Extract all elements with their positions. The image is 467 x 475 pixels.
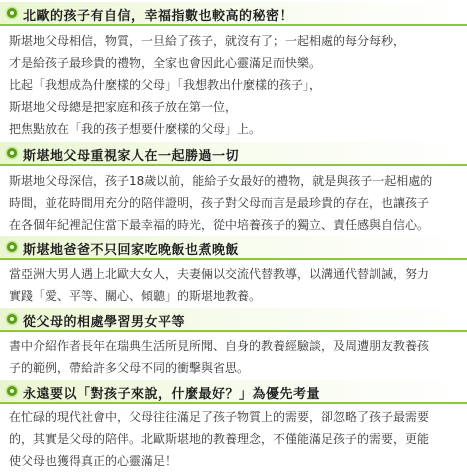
bullet-icon <box>7 8 17 18</box>
section-paragraph-3 <box>9 263 461 307</box>
bullet-icon <box>7 386 17 396</box>
section-heading-1 <box>0 2 467 26</box>
section-paragraph-2 <box>9 170 461 236</box>
paragraph-line: 比起「我想成為什麼樣的父母」「我想教出什麼樣的孩子」， <box>9 78 322 92</box>
paragraph-line: 實踐「愛、平等、關心、傾聽」的斯堪地教養。 <box>9 289 262 303</box>
paragraph-line: 才是給孩子最珍貴的禮物，全家也會因此心靈滿足而快樂。 <box>9 56 322 70</box>
bullet-icon <box>7 148 17 158</box>
paragraph-line: 使父母也獲得真正的心靈滿足！ <box>9 454 178 468</box>
paragraph-line: 把焦點放在「我的孩子想要什麼樣的父母」上。 <box>9 122 262 136</box>
section-heading-5 <box>0 380 467 404</box>
bullet-icon <box>7 242 17 252</box>
bullet-icon <box>7 314 17 324</box>
paragraph-line: 時間，並花時間用充分的陪伴證明，孩子對父母而言是最珍貴的存在，也讓孩子 <box>9 196 430 210</box>
section-heading-text: 永遠要以「對孩子來說，什麼最好？」為優先考量 <box>23 387 321 402</box>
paragraph-line: 的，其實是父母的陪伴。北歐斯堪地的教養理念，不僅能滿足孩子的需要，更能 <box>9 432 430 446</box>
section-heading-text: 北歐的孩子有自信，幸福指數也較高的秘密！ <box>23 9 294 24</box>
paragraph-line: 當亞洲大男人遇上北歐大女人，夫妻倆以交流代替教導，以溝通代替訓誡，努力 <box>9 267 430 281</box>
section-heading-text: 斯堪地父母重視家人在一起勝過一切 <box>23 149 240 164</box>
section-heading-2 <box>0 142 467 166</box>
section-paragraph-1 <box>9 30 461 140</box>
paragraph-line: 子的範例，帶給許多父母不同的衝擊與省思。 <box>9 361 250 375</box>
paragraph-line: 斯堪地父母相信，物質，一旦給了孩子，就沒有了；一起相處的每分每秒， <box>9 34 406 48</box>
section-heading-text: 從父母的相處學習男女平等 <box>23 315 186 330</box>
section-heading-4 <box>0 308 467 332</box>
section-heading-3 <box>0 236 467 260</box>
paragraph-line: 斯堪地父母總是把家庭和孩子放在第一位， <box>9 100 238 114</box>
paragraph-line: 斯堪地父母深信，孩子18歲以前，能給子女最好的禮物，就是與孩子一起相處的 <box>9 174 433 188</box>
section-paragraph-5 <box>9 406 461 472</box>
section-heading-text: 斯堪地爸爸不只回家吃晚飯也煮晚飯 <box>23 243 240 258</box>
section-paragraph-4 <box>9 335 461 379</box>
paragraph-line: 在各個年紀裡記住當下最幸福的時光，從中培養孩子的獨立、責任感與自信心。 <box>9 218 430 232</box>
paragraph-line: 在忙碌的現代社會中，父母往往滿足了孩子物質上的需要，卻忽略了孩子最需要 <box>9 410 430 424</box>
paragraph-line: 書中介紹作者長年在瑞典生活所見所聞、自身的教養經驗談，及周遭朋友教養孩 <box>9 339 430 353</box>
